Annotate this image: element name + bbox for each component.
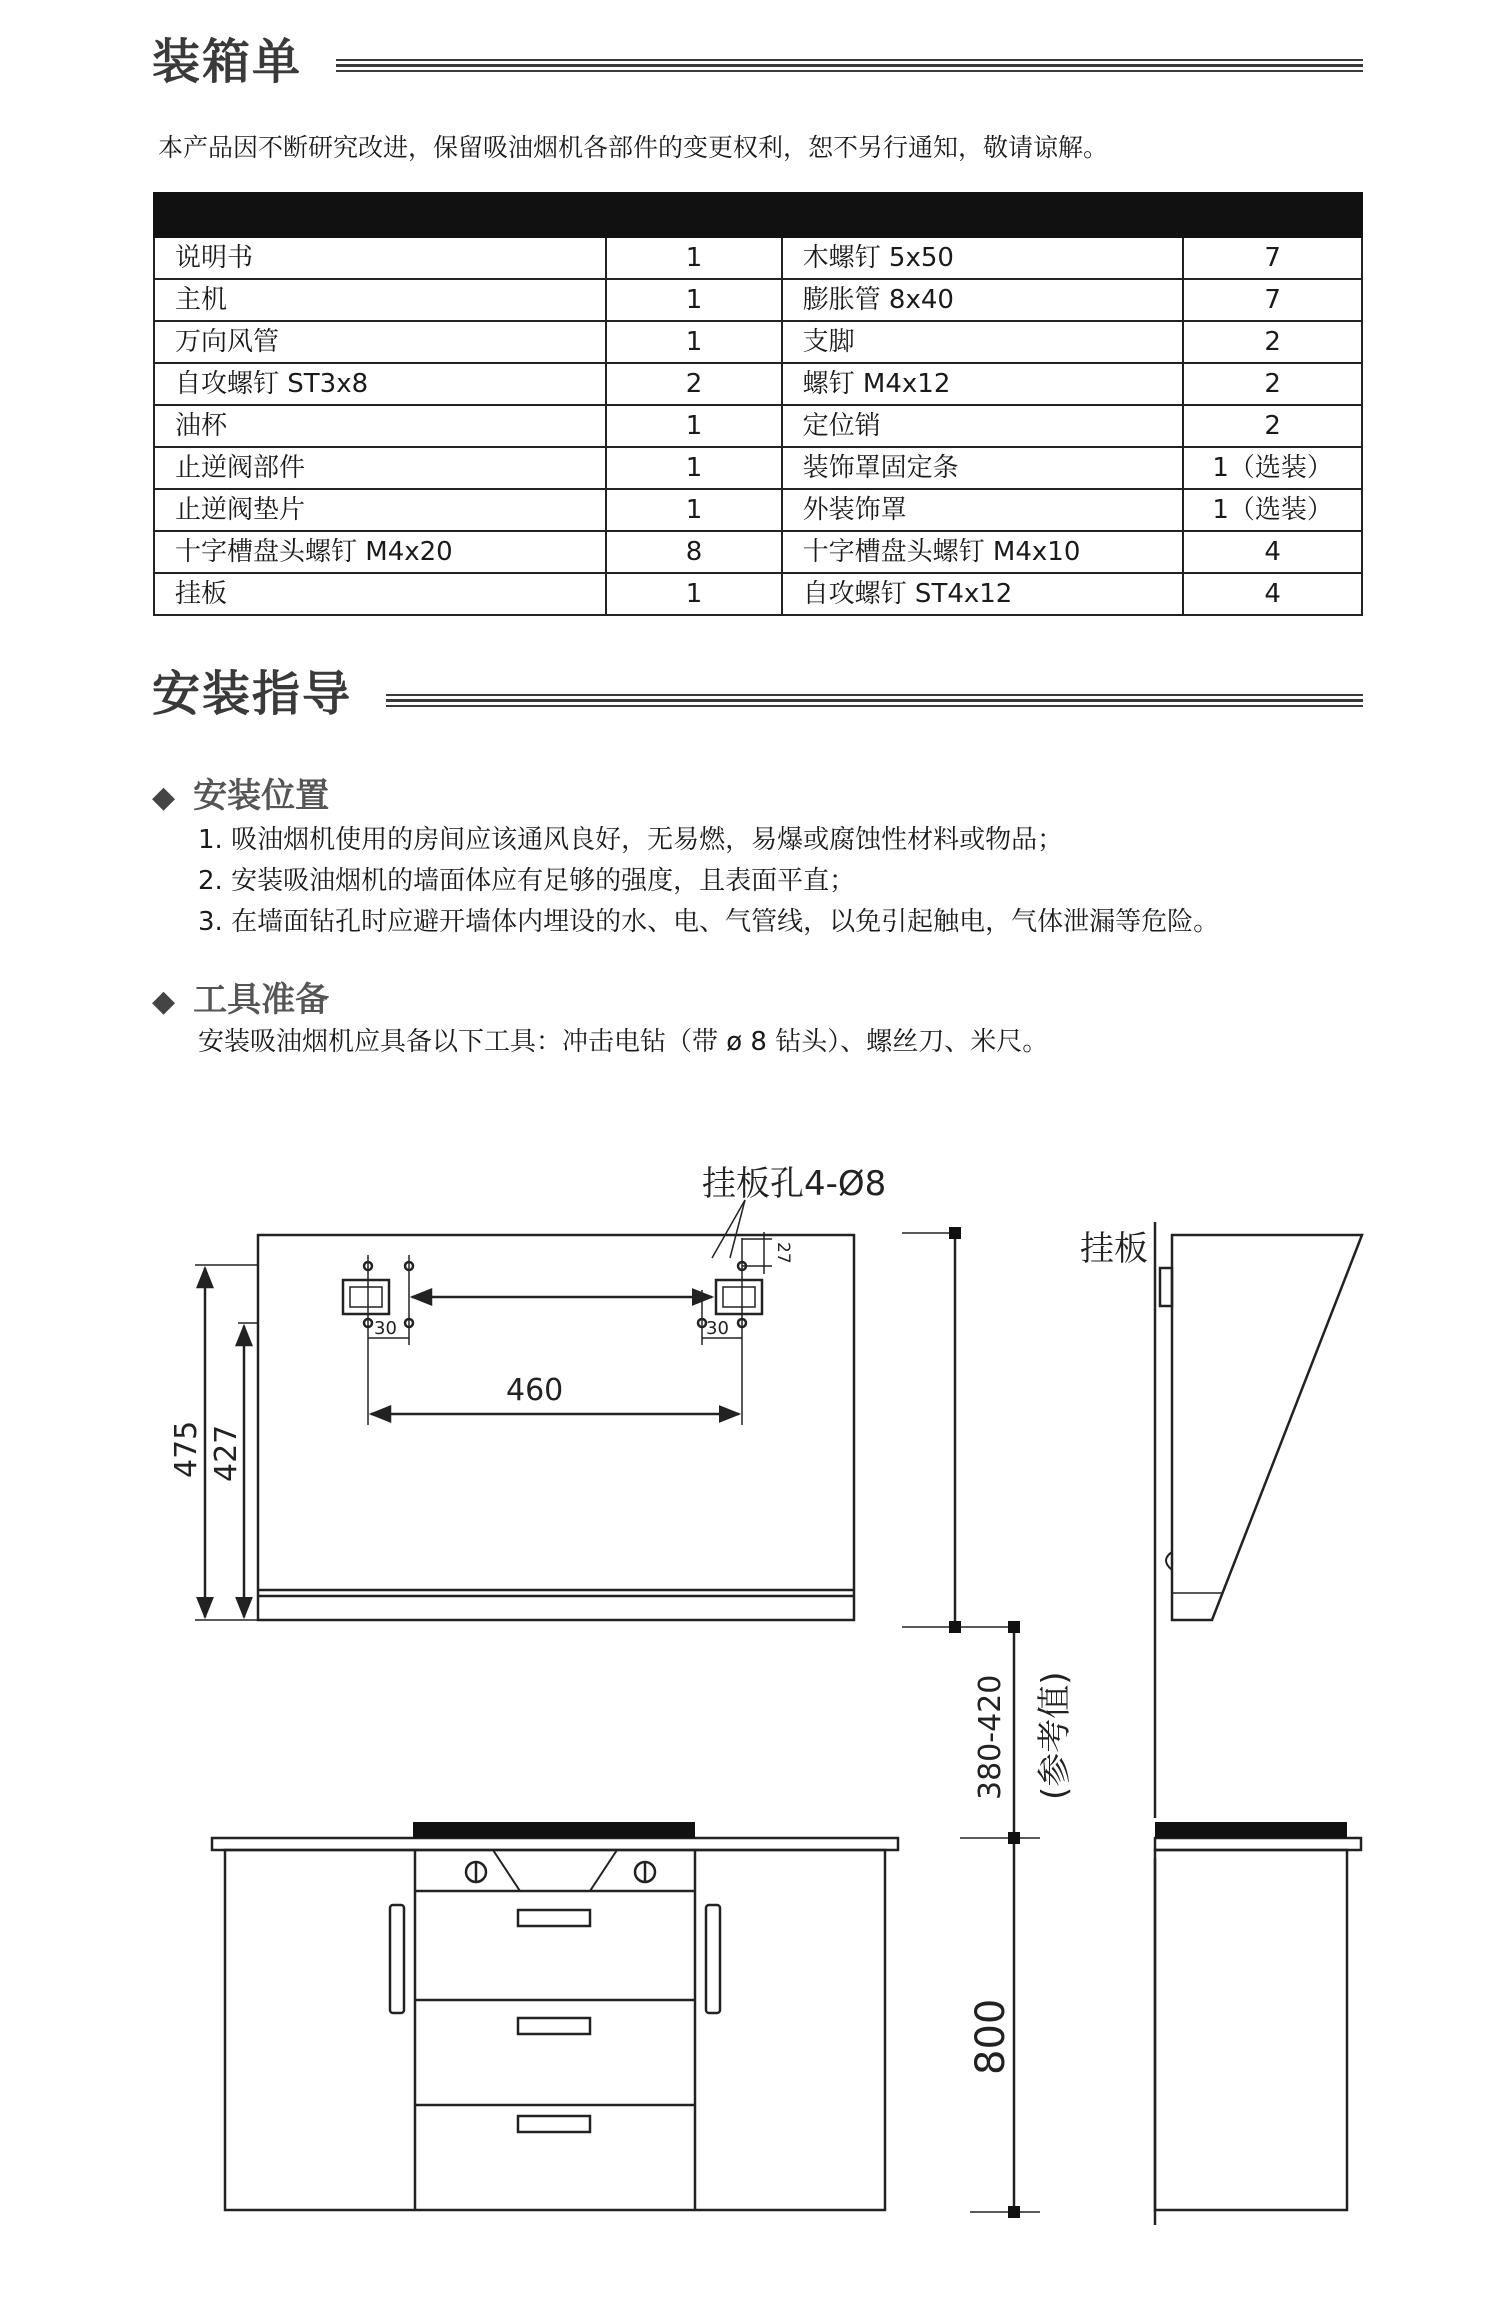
item-name: 说明书: [154, 237, 606, 279]
location-title: 安装位置: [193, 776, 330, 816]
item-name: 自攻螺钉 ST4x12: [782, 573, 1184, 615]
dim-460-label: 460: [506, 1373, 564, 1408]
dim-27-label: 27: [773, 1242, 793, 1264]
item-qty: 8: [606, 531, 781, 573]
location-item-1: 1. 吸油烟机使用的房间应该通风良好，无易燃，易爆或腐蚀性材料或物品；: [198, 825, 1064, 855]
diamond-bullet-icon: ◆: [152, 984, 176, 1019]
item-name: 螺钉 M4x12: [782, 363, 1184, 405]
item-name: 膨胀管 8x40: [782, 279, 1184, 321]
item-qty: 4: [1183, 573, 1362, 615]
item-qty: 1: [606, 279, 781, 321]
item-qty: 1: [606, 489, 781, 531]
hole-label: 挂板孔4-Ø8: [702, 1164, 887, 1204]
item-qty: 7: [1183, 279, 1362, 321]
dim-380-420-label: 380-420: [973, 1674, 1008, 1800]
location-item-2: 2. 安装吸油烟机的墙面体应有足够的强度，且表面平直；: [198, 866, 856, 896]
dim-475-label: 475: [169, 1420, 204, 1478]
cabinet-outline: [225, 1850, 885, 2210]
item-name: 自攻螺钉 ST3x8: [154, 363, 606, 405]
item-qty: 4: [1183, 531, 1362, 573]
item-qty: 1（选装）: [1183, 489, 1362, 531]
hood-front-outline: [258, 1235, 854, 1620]
hood-side-outline: [1172, 1235, 1362, 1620]
item-name: 止逆阀垫片: [154, 489, 606, 531]
drawer-handle-3: [518, 2116, 590, 2132]
item-qty: 2: [1183, 363, 1362, 405]
packing-title: 装箱单: [152, 34, 303, 90]
cooktop-panel: [413, 1822, 695, 1838]
item-name: 十字槽盘头螺钉 M4x20: [154, 531, 606, 573]
cabinet-handle-left: [390, 1905, 404, 2013]
countertop: [212, 1838, 898, 1850]
item-qty: 1: [606, 447, 781, 489]
item-qty: 2: [1183, 405, 1362, 447]
item-name: 主机: [154, 279, 606, 321]
item-qty: 1: [606, 405, 781, 447]
item-qty: 1（选装）: [1183, 447, 1362, 489]
diamond-bullet-icon: ◆: [152, 780, 176, 815]
item-qty: 1: [606, 237, 781, 279]
cabinet-side: [1155, 1850, 1347, 2210]
hanger-plate-side: [1160, 1268, 1172, 1306]
tools-text: 安装吸油烟机应具备以下工具：冲击电钻（带 ø 8 钻头）、螺丝刀、米尺。: [198, 1027, 1049, 1057]
drawer-handle-1: [518, 1910, 590, 1926]
dim-800-label: 800: [968, 1998, 1014, 2075]
cabinet-handle-right: [706, 1905, 720, 2013]
item-qty: 1: [606, 573, 781, 615]
install-title: 安装指导: [152, 666, 353, 722]
dim-427-label: 427: [209, 1424, 244, 1482]
tools-title: 工具准备: [193, 980, 330, 1020]
item-qty: 1: [606, 321, 781, 363]
item-name: 油杯: [154, 405, 606, 447]
item-name: 支脚: [782, 321, 1184, 363]
item-name: 万向风管: [154, 321, 606, 363]
item-name: 外装饰罩: [782, 489, 1184, 531]
hanger-label: 挂板: [1080, 1229, 1148, 1269]
item-qty: 7: [1183, 237, 1362, 279]
packing-notice: 本产品因不断研究改进，保留吸油烟机各部件的变更权利，恕不另行通知，敬请谅解。: [158, 133, 1109, 162]
dim-30-left-label: 30: [374, 1318, 397, 1339]
dim-30-right-label: 30: [706, 1318, 729, 1339]
item-name: 定位销: [782, 405, 1184, 447]
item-name: 挂板: [154, 573, 606, 615]
item-name: 木螺钉 5x50: [782, 237, 1184, 279]
item-name: 止逆阀部件: [154, 447, 606, 489]
countertop-side: [1155, 1838, 1361, 1850]
item-qty: 2: [1183, 321, 1362, 363]
location-item-3: 3. 在墙面钻孔时应避开墙体内埋设的水、电、气管线，以免引起触电，气体泄漏等危险。: [198, 907, 1220, 937]
dim-ref-label: (参考值): [1035, 1671, 1075, 1800]
drawer-handle-2: [518, 2018, 590, 2034]
item-name: 装饰罩固定条: [782, 447, 1184, 489]
cooktop-side: [1155, 1822, 1347, 1838]
item-qty: 2: [606, 363, 781, 405]
item-name: 十字槽盘头螺钉 M4x10: [782, 531, 1184, 573]
